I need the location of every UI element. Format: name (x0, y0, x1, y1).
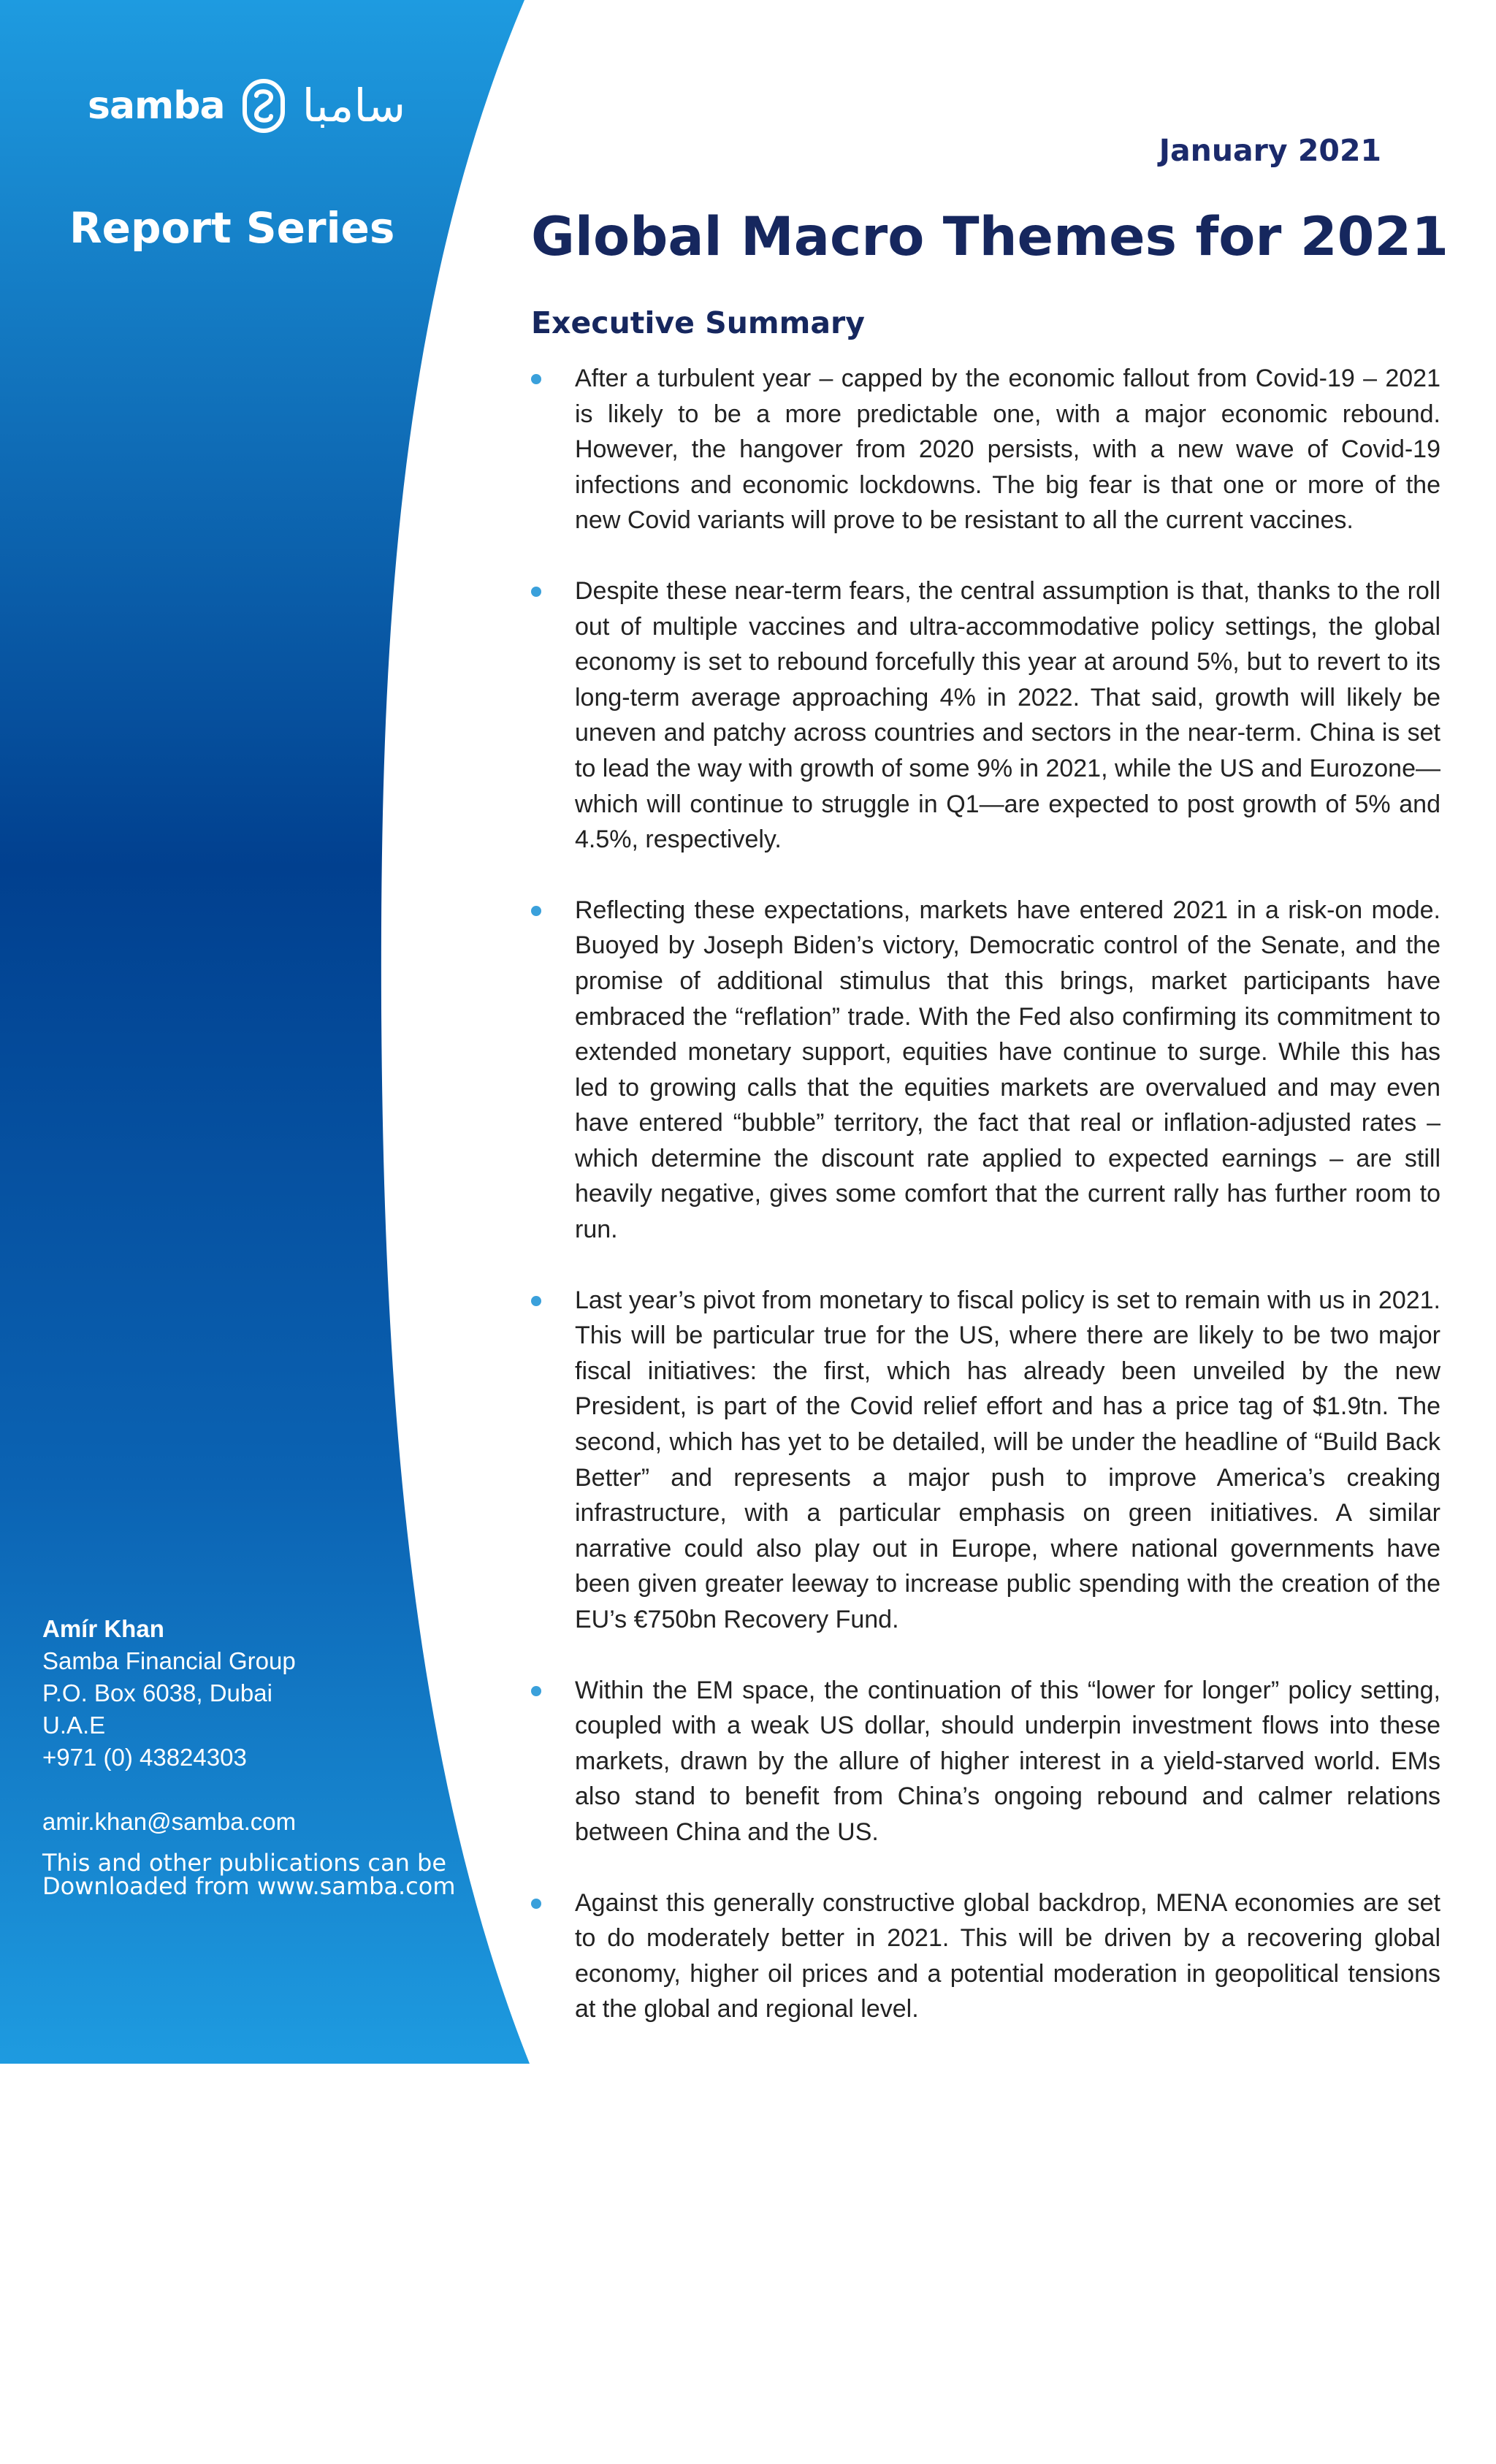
report-date: January 2021 (1159, 133, 1381, 168)
report-series-label: Report Series (69, 203, 395, 253)
bullet-text: Within the EM space, the continuation of this “lower for longer” policy setting, coupled with a weak US dollar, should underpin investment flows into these markets, drawn by the allure of higher interest in a yield-starved world. EMs also stand to benefit from China’s ongoing rebound and calmer relations between China and the US. (575, 1676, 1440, 1846)
author-country: U.A.E (42, 1712, 106, 1739)
samba-emblem-icon (238, 77, 289, 134)
bullet-text: Despite these near-term fears, the central assumption is that, thanks to the roll out of multiple vaccines and ultra-accommodative policy settings, the global economy is set to rebound forcefully this year at around 5%, but to revert to its long-term average approaching 4% in 2022. That said, growth will likely be uneven and patchy across countries and sectors in the near-term. China is set to lead the way with growth of some 9% in 2021, while the US and Eurozone—which will continue to struggle in Q1—are expected to post growth of 5% and 4.5%, respectively. (575, 576, 1441, 854)
download-note (42, 1851, 456, 1898)
bullet-dot-icon (531, 587, 541, 597)
summary-bullet-item (531, 1885, 1440, 2027)
author-email-link[interactable]: amir.khan@samba.com (42, 1808, 297, 1835)
section-heading: Executive Summary (531, 305, 865, 340)
samba-logo (88, 77, 405, 134)
bullet-dot-icon (531, 1899, 541, 1909)
bullet-text: Reflecting these expectations, markets have entered 2021 in a risk-on mode. Buoyed by Joseph Biden’s victory, Democratic control of the Senate, and the promise of additional stimulus that this brings, market participants have embraced the “reflation” trade. With the Fed also confirming its commitment to extended monetary support, equities have continue to surge. While this has led to growing calls that the equities markets are overvalued and may even have entered “bubble” territory, the fact that real or inflation-adjusted rates – which determine the discount rate applied to expected earnings – are still heavily negative, gives some comfort that the current rally has further room to run. (575, 896, 1440, 1244)
download-note-line-2[interactable]: Downloaded from www.samba.com (42, 1872, 456, 1900)
summary-bullet-item (531, 1673, 1440, 1850)
author-phone: +971 (0) 43824303 (42, 1744, 247, 1771)
summary-bullet-list (531, 361, 1440, 2062)
author-name: Amír Khan (42, 1615, 164, 1642)
logo-arabic-text: سامبا (302, 79, 406, 132)
page-title: Global Macro Themes for 2021 (531, 206, 1449, 268)
bullet-text: After a turbulent year – capped by the economic fallout from Covid-19 – 2021 is likely to be a more predictable one, with a major economic rebound. However, the hangover from 2020 persists, with a new wave of Covid-19 infections and economic lockdowns. The big fear is that one or more of the new Covid variants will prove to be resistant to all the current vaccines. (575, 365, 1440, 535)
download-note-line-1: This and other publications can be (42, 1849, 447, 1877)
bullet-dot-icon (531, 374, 541, 384)
summary-bullet-item (531, 573, 1440, 858)
summary-bullet-item (531, 1283, 1440, 1638)
summary-bullet-item (531, 361, 1440, 538)
bullet-text: Against this generally constructive global backdrop, MENA economies are set to do moderately better in 2021. This will be driven by a recovering global economy, higher oil prices and a potential moderation in geopolitical tensions at the global and regional level. (575, 1888, 1440, 2024)
summary-bullet-item (531, 893, 1440, 1248)
author-address: P.O. Box 6038, Dubai (42, 1679, 272, 1706)
logo-latin-text: samba (88, 84, 225, 128)
bullet-dot-icon (531, 1296, 541, 1306)
bullet-dot-icon (531, 906, 541, 916)
author-contact-block (42, 1613, 456, 1898)
bullet-text: Last year’s pivot from monetary to fiscal policy is set to remain with us in 2021. This will be particular true for the US, where there are likely to be two major fiscal initiatives: the first, which has already been unveiled by the new President, is part of the Covid relief effort and has a price tag of $1.9tn. The second, which has yet to be detailed, will be under the headline of “Build Back Better” and represents a major push to improve America’s creaking infrastructure, with a particular emphasis on green initiatives. A similar narrative could also play out in Europe, where national governments have been given greater leeway to increase public spending with the creation of the EU’s €750bn Recovery Fund. (575, 1286, 1440, 1633)
author-company: Samba Financial Group (42, 1647, 296, 1674)
bullet-dot-icon (531, 1686, 541, 1696)
